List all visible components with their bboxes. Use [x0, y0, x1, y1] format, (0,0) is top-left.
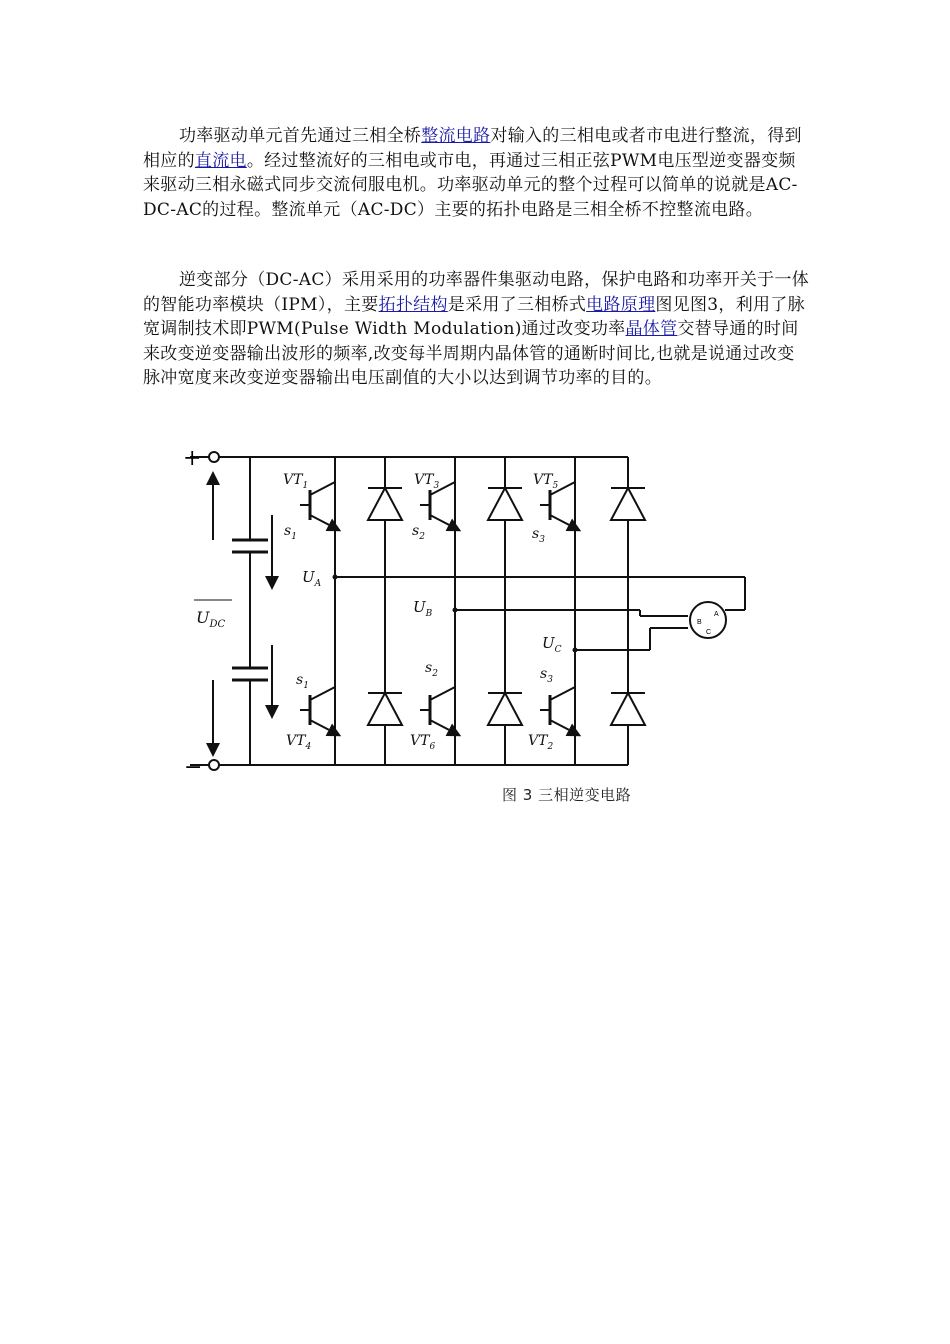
- vt4-label: $VT_4$: [286, 733, 312, 752]
- diode-upper-1-icon: [368, 488, 402, 520]
- diode-upper-2-icon: [488, 488, 522, 520]
- transistor-vt4-icon: [300, 687, 335, 733]
- s1-lower-label: $s_1$: [296, 672, 309, 691]
- negative-label: −: [184, 755, 203, 780]
- vt6-label: $VT_6$: [410, 733, 436, 752]
- para2-text-3: 图见图3，利用了脉宽调制技术即PWM(Pulse Width Modulation)通过改变功率: [143, 294, 805, 339]
- s3-upper-label: $s_3$: [532, 526, 545, 545]
- diode-upper-3-icon: [611, 488, 645, 520]
- transistor-vt2-icon: [540, 687, 575, 733]
- udc-label: $U_{DC}$: [196, 608, 226, 630]
- motor-a-label: A: [714, 611, 719, 618]
- diode-lower-3-icon: [611, 693, 645, 725]
- link-topology[interactable]: 拓扑结构: [378, 294, 448, 315]
- paragraph-rectifier: [143, 124, 811, 222]
- positive-label: +: [183, 446, 202, 471]
- diode-lower-1-icon: [368, 693, 402, 725]
- para2-text-4: 交替导通的时间来改变逆变器输出波形的频率,改变每半周期内晶体管的通断时间比,也就是说通过改变脉冲宽度来改变逆变器输出电压副值的大小以达到调节功率的目的。: [143, 319, 799, 388]
- s2-lower-label: $s_2$: [425, 660, 438, 679]
- para1-text-1: 功率驱动单元首先通过三相全桥: [179, 126, 422, 146]
- figure-caption: 图 3 三相逆变电路: [502, 786, 632, 804]
- vt5-label: $VT_5$: [533, 472, 559, 491]
- s1-upper-label: $s_1$: [284, 523, 297, 542]
- s2-upper-label: $s_2$: [412, 523, 425, 542]
- link-rectifier-circuit[interactable]: 整流电路: [421, 126, 491, 146]
- three-phase-inverter-diagram: [180, 440, 780, 820]
- vt1-label: $VT_1$: [283, 472, 309, 491]
- link-transistor[interactable]: 晶体管: [625, 319, 678, 339]
- s3-lower-label: $s_3$: [540, 666, 553, 685]
- para2-text-2: 是采用了三相桥式: [447, 294, 587, 315]
- diodes: [368, 488, 645, 725]
- vt3-label: $VT_3$: [414, 472, 440, 491]
- para1-text-2: 对输入的三相电或者市电进行整流，得到相应的: [143, 126, 802, 171]
- link-circuit-principle[interactable]: 电路原理: [586, 294, 656, 315]
- uc-label: $U_C$: [542, 634, 562, 655]
- motor-c-label: C: [706, 629, 712, 636]
- ub-label: $U_B$: [413, 598, 433, 619]
- para1-text-3: 。经过整流好的三相电或市电，再通过三相正弦PWM电压型逆变器变频来驱动三相永磁式同步交流伺服电机。功率驱动单元的整个过程可以简单的说就是AC-DC-AC的过程。整流单元（AC-DC）主要的拓扑电路是三相全桥不控整流电路。: [143, 150, 798, 220]
- transistors: [300, 482, 575, 733]
- link-direct-current[interactable]: 直流电: [194, 150, 247, 171]
- transistor-vt6-icon: [420, 687, 455, 733]
- vt2-label: $VT_2$: [528, 733, 554, 752]
- para2-text-1: 逆变部分（DC-AC）采用采用的功率器件集驱动电路，保护电路和功率开关于一体的智能功率模块（IPM），主要: [143, 270, 810, 315]
- positive-terminal-icon: [209, 452, 219, 462]
- paragraph-inverter: [143, 268, 811, 391]
- diode-lower-2-icon: [488, 693, 522, 725]
- motor-b-label: B: [697, 619, 702, 626]
- negative-terminal-icon: [209, 760, 219, 770]
- ua-label: $U_A$: [302, 568, 322, 589]
